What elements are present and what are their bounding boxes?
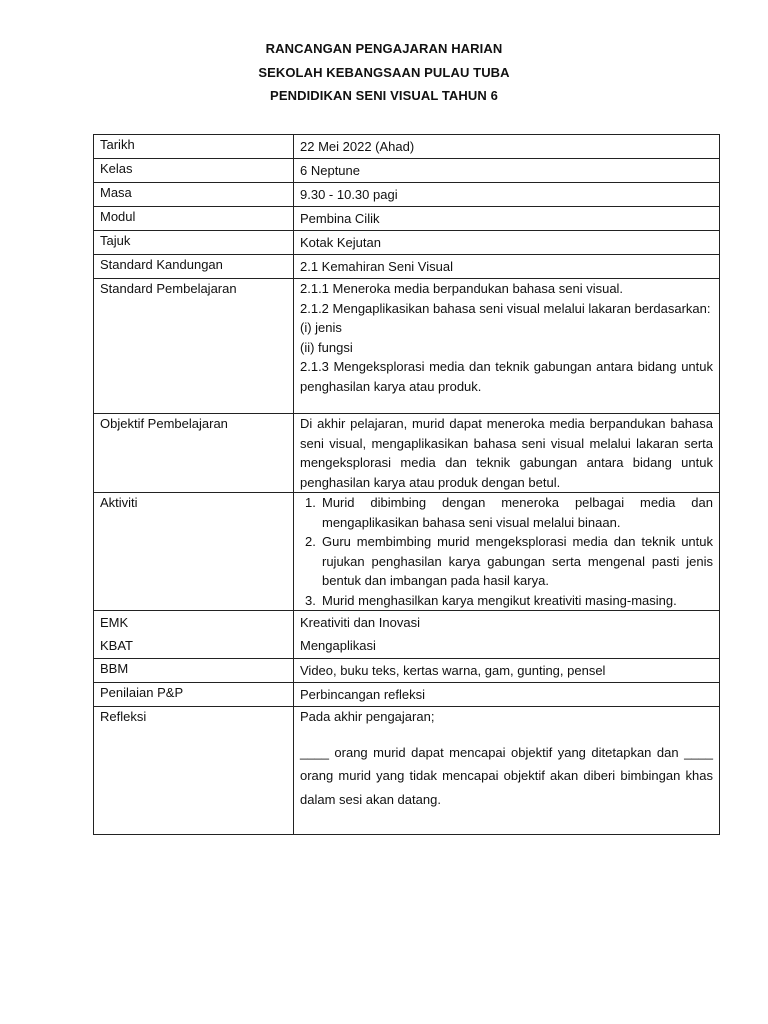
item-number: 2.	[305, 534, 316, 549]
label-objektif: Objektif Pembelajaran	[94, 414, 294, 493]
item-text: Murid menghasilkan karya mengikut kreativiti masing-masing.	[322, 592, 677, 608]
value-masa: 9.30 - 10.30 pagi	[294, 183, 720, 207]
label-masa: Masa	[94, 183, 294, 207]
sp-line: (i) jenis	[300, 320, 342, 335]
label-kbat: KBAT	[100, 638, 133, 653]
aktiviti-item	[300, 591, 713, 611]
aktiviti-item	[300, 532, 713, 591]
label-aktiviti: Aktiviti	[94, 493, 294, 611]
row-refleksi	[94, 707, 720, 835]
row-masa	[94, 183, 720, 207]
aktiviti-item	[300, 493, 713, 532]
label-tarikh: Tarikh	[94, 135, 294, 159]
row-tarikh	[94, 135, 720, 159]
value-bbm: Video, buku teks, kertas warna, gam, gunting, pensel	[294, 659, 720, 683]
value-refleksi	[294, 707, 720, 835]
sp-line: 2.1.3 Mengeksplorasi media dan teknik gabungan antara bidang untuk penghasilan karya atau produk.	[300, 359, 713, 394]
school-name: SEKOLAH KEBANGSAAN PULAU TUBA	[258, 65, 510, 80]
row-kelas	[94, 159, 720, 183]
lesson-plan-table	[93, 134, 720, 835]
label-bbm: BBM	[94, 659, 294, 683]
value-tarikh: 22 Mei 2022 (Ahad)	[294, 135, 720, 159]
doc-title: RANCANGAN PENGAJARAN HARIAN	[265, 41, 503, 56]
value-kbat: Mengaplikasi	[300, 638, 376, 653]
row-penilaian	[94, 683, 720, 707]
label-refleksi: Refleksi	[94, 707, 294, 835]
label-emk: EMK	[100, 615, 129, 630]
label-standard-pembelajaran: Standard Pembelajaran	[94, 279, 294, 414]
value-objektif: Di akhir pelajaran, murid dapat meneroka media berpandukan bahasa seni visual, mengaplikasikan bahasa seni visual melalui lakaran serta mengeksplorasi media dan teknik gabungan antara bidang untuk penghasilan karya atau produk dengan betul.	[294, 414, 720, 493]
row-emk-kbat	[94, 611, 720, 659]
sp-line: 2.1.1 Meneroka media berpandukan bahasa seni visual.	[300, 281, 624, 296]
sp-line: 2.1.2 Mengaplikasikan bahasa seni visual melalui lakaran berdasarkan:	[300, 300, 711, 316]
value-penilaian: Perbincangan refleksi	[294, 683, 720, 707]
row-standard-kandungan	[94, 255, 720, 279]
value-tajuk: Kotak Kejutan	[294, 231, 720, 255]
label-emk-kbat	[94, 611, 294, 659]
label-modul: Modul	[94, 207, 294, 231]
row-objektif	[94, 414, 720, 493]
label-standard-kandungan: Standard Kandungan	[94, 255, 294, 279]
value-standard-kandungan: 2.1 Kemahiran Seni Visual	[294, 255, 720, 279]
row-standard-pembelajaran	[94, 279, 720, 414]
item-text: Murid dibimbing dengan meneroka pelbagai media dan mengaplikasikan bahasa seni visual melalui binaan.	[322, 495, 713, 530]
label-tajuk: Tajuk	[94, 231, 294, 255]
item-number: 3.	[305, 592, 316, 608]
row-modul	[94, 207, 720, 231]
value-emk-kbat	[294, 611, 720, 659]
subject-title: PENDIDIKAN SENI VISUAL TAHUN 6	[270, 88, 498, 103]
sp-line: (ii) fungsi	[300, 339, 353, 355]
label-penilaian: Penilaian P&P	[94, 683, 294, 707]
refleksi-paragraph: ____ orang murid dapat mencapai objektif yang ditetapkan dan ____ orang murid yang tidak mencapai objektif akan diberi bimbingan khas dalam sesi akan datang.	[300, 744, 713, 807]
row-bbm	[94, 659, 720, 683]
value-emk: Kreativiti dan Inovasi	[300, 615, 420, 630]
row-aktiviti	[94, 493, 720, 611]
label-kelas: Kelas	[94, 159, 294, 183]
value-aktiviti	[294, 493, 720, 611]
item-number: 1.	[305, 495, 316, 510]
value-standard-pembelajaran	[294, 279, 720, 414]
item-text: Guru membimbing murid mengeksplorasi media dan teknik untuk rujukan penghasilan karya gabungan serta mengenal pasti jenis bentuk dan imbangan pada hasil karya.	[322, 534, 713, 588]
row-tajuk	[94, 231, 720, 255]
value-kelas: 6 Neptune	[294, 159, 720, 183]
refleksi-intro: Pada akhir pengajaran;	[300, 709, 435, 724]
value-modul: Pembina Cilik	[294, 207, 720, 231]
